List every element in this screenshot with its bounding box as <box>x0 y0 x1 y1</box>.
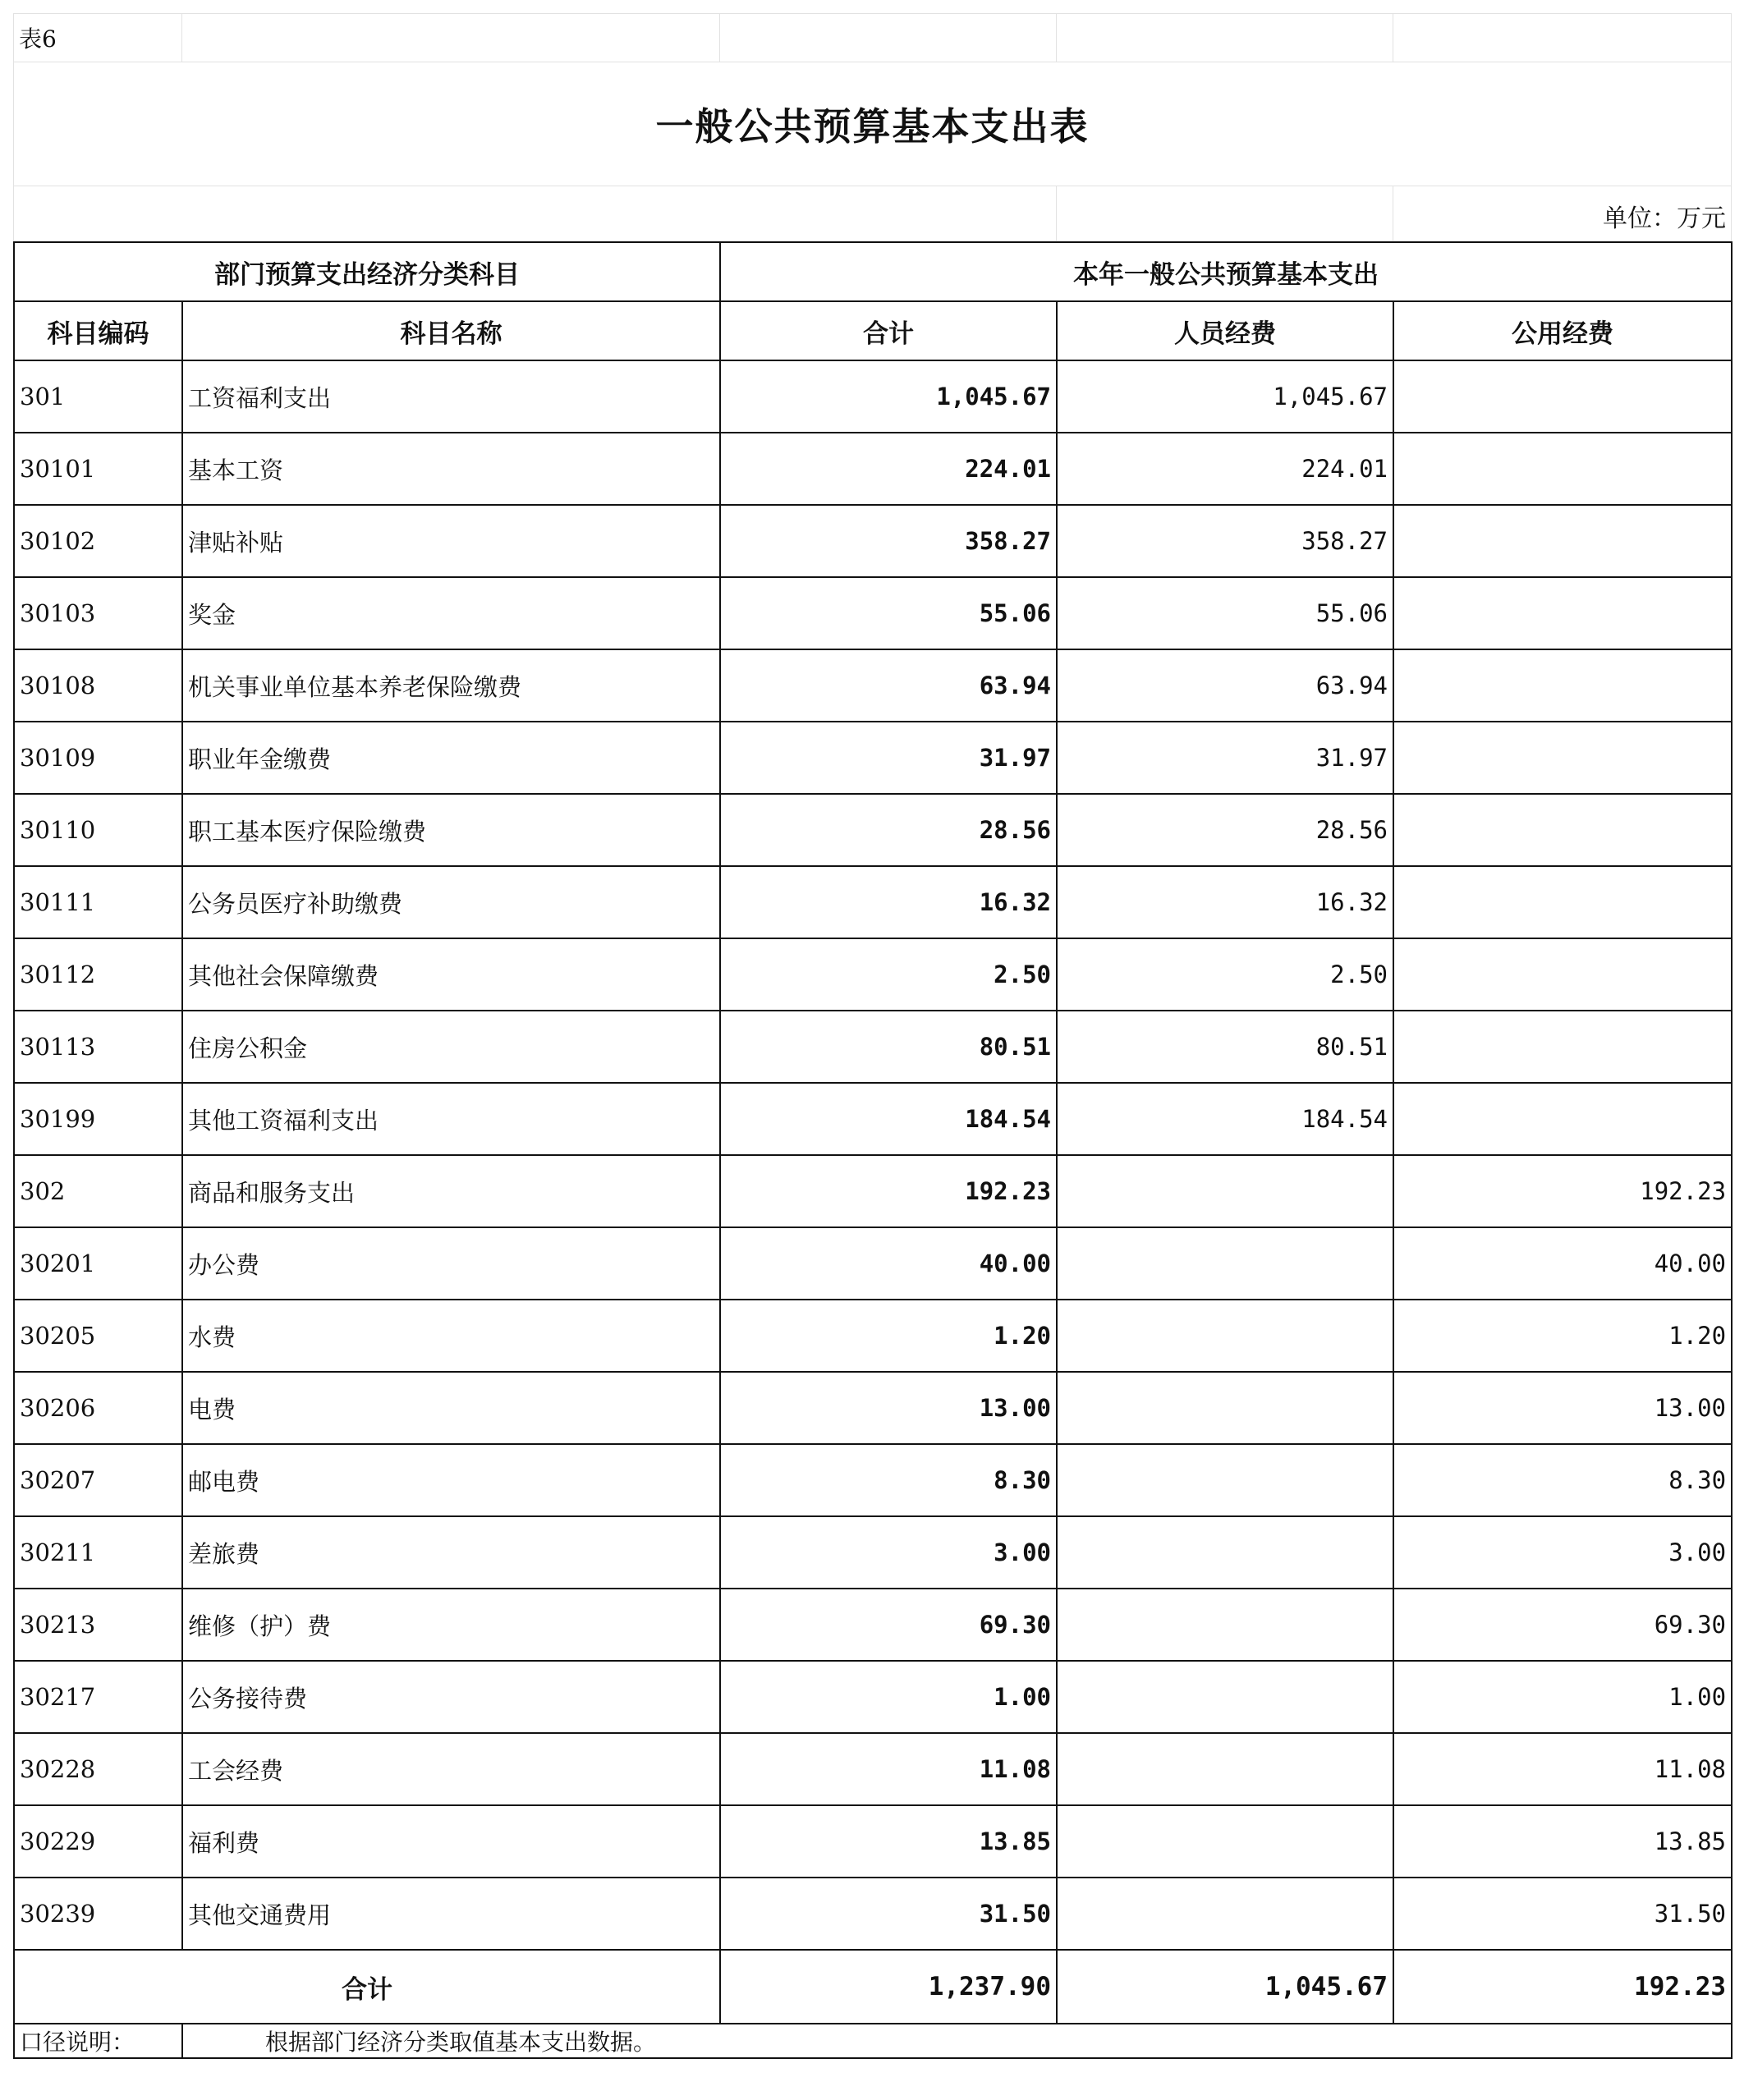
row-personnel <box>1057 1155 1393 1227</box>
row-personnel: 16.32 <box>1057 866 1393 938</box>
row-personnel <box>1057 1589 1393 1661</box>
row-personnel: 358.27 <box>1057 505 1393 577</box>
row-personnel: 184.54 <box>1057 1083 1393 1155</box>
row-public: 1.20 <box>1393 1300 1732 1372</box>
row-code: 30239 <box>14 1878 182 1950</box>
row-personnel: 63.94 <box>1057 649 1393 722</box>
table-row <box>14 505 1732 577</box>
table-row <box>14 360 1732 433</box>
row-public: 8.30 <box>1393 1444 1732 1516</box>
row-total: 69.30 <box>720 1589 1057 1661</box>
row-name: 工资福利支出 <box>182 360 720 433</box>
row-name: 其他交通费用 <box>182 1878 720 1950</box>
row-public <box>1393 505 1732 577</box>
spreadsheet <box>13 13 1731 2059</box>
row-total: 13.00 <box>720 1372 1057 1444</box>
row-public: 69.30 <box>1393 1589 1732 1661</box>
row-code: 30109 <box>14 722 182 794</box>
row-public <box>1393 577 1732 649</box>
row-personnel <box>1057 1878 1393 1950</box>
row-total: 1,045.67 <box>720 360 1057 433</box>
row-personnel <box>1057 1444 1393 1516</box>
row-public: 40.00 <box>1393 1227 1732 1300</box>
table-row <box>14 1516 1732 1589</box>
row-total: 1.00 <box>720 1661 1057 1733</box>
row-name: 商品和服务支出 <box>182 1155 720 1227</box>
row-name: 其他工资福利支出 <box>182 1083 720 1155</box>
sheet-label: 表6 <box>14 14 182 62</box>
row-name: 维修（护）费 <box>182 1589 720 1661</box>
row-total: 55.06 <box>720 577 1057 649</box>
table-row <box>14 794 1732 866</box>
row-code: 30228 <box>14 1733 182 1805</box>
table-row <box>14 1011 1732 1083</box>
row-name: 职工基本医疗保险缴费 <box>182 794 720 866</box>
group-header-left: 部门预算支出经济分类科目 <box>14 242 720 301</box>
row-name: 其他社会保障缴费 <box>182 938 720 1011</box>
row-personnel: 80.51 <box>1057 1011 1393 1083</box>
row-personnel <box>1057 1300 1393 1372</box>
row-code: 30207 <box>14 1444 182 1516</box>
row-public <box>1393 1083 1732 1155</box>
row-public <box>1393 794 1732 866</box>
table-row <box>14 1155 1732 1227</box>
row-code: 30205 <box>14 1300 182 1372</box>
table-row <box>14 1805 1732 1878</box>
row-code: 301 <box>14 360 182 433</box>
row-public <box>1393 649 1732 722</box>
row-total: 8.30 <box>720 1444 1057 1516</box>
table-row <box>14 433 1732 505</box>
row-total: 40.00 <box>720 1227 1057 1300</box>
budget-table <box>13 241 1733 2024</box>
row-total: 31.50 <box>720 1878 1057 1950</box>
row-public: 11.08 <box>1393 1733 1732 1805</box>
table-row <box>14 1300 1732 1372</box>
row-personnel: 55.06 <box>1057 577 1393 649</box>
row-personnel: 31.97 <box>1057 722 1393 794</box>
row-code: 30199 <box>14 1083 182 1155</box>
totals-row <box>14 1950 1732 2024</box>
row-total: 358.27 <box>720 505 1057 577</box>
row-total: 28.56 <box>720 794 1057 866</box>
table-row <box>14 1227 1732 1300</box>
row-code: 30211 <box>14 1516 182 1589</box>
row-code: 30108 <box>14 649 182 722</box>
row-total: 192.23 <box>720 1155 1057 1227</box>
col-header-public: 公用经费 <box>1393 301 1732 360</box>
row-code: 30213 <box>14 1589 182 1661</box>
row-total: 63.94 <box>720 649 1057 722</box>
row-total: 3.00 <box>720 1516 1057 1589</box>
row-personnel <box>1057 1372 1393 1444</box>
row-name: 福利费 <box>182 1805 720 1878</box>
row-total: 1.20 <box>720 1300 1057 1372</box>
row-public: 192.23 <box>1393 1155 1732 1227</box>
row-name: 水费 <box>182 1300 720 1372</box>
row-name: 办公费 <box>182 1227 720 1300</box>
page-title: 一般公共预算基本支出表 <box>14 62 1732 186</box>
table-row <box>14 1733 1732 1805</box>
row-name: 公务接待费 <box>182 1661 720 1733</box>
row-total: 2.50 <box>720 938 1057 1011</box>
table-row <box>14 722 1732 794</box>
row-name: 工会经费 <box>182 1733 720 1805</box>
row-public <box>1393 938 1732 1011</box>
row-name: 邮电费 <box>182 1444 720 1516</box>
row-code: 30101 <box>14 433 182 505</box>
row-public <box>1393 360 1732 433</box>
row-total: 16.32 <box>720 866 1057 938</box>
row-personnel: 224.01 <box>1057 433 1393 505</box>
row-code: 302 <box>14 1155 182 1227</box>
row-code: 30110 <box>14 794 182 866</box>
row-code: 30201 <box>14 1227 182 1300</box>
row-public: 3.00 <box>1393 1516 1732 1589</box>
row-name: 津贴补贴 <box>182 505 720 577</box>
table-row <box>14 1372 1732 1444</box>
row-code: 30103 <box>14 577 182 649</box>
note-label: 口径说明： <box>14 2024 182 2058</box>
table-row <box>14 1589 1732 1661</box>
row-personnel: 28.56 <box>1057 794 1393 866</box>
row-public: 31.50 <box>1393 1878 1732 1950</box>
totals-label: 合计 <box>14 1950 720 2024</box>
row-code: 30102 <box>14 505 182 577</box>
row-code: 30113 <box>14 1011 182 1083</box>
row-personnel <box>1057 1661 1393 1733</box>
row-total: 80.51 <box>720 1011 1057 1083</box>
table-row <box>14 1444 1732 1516</box>
table-row <box>14 1661 1732 1733</box>
row-personnel <box>1057 1733 1393 1805</box>
table-row <box>14 1083 1732 1155</box>
table-body <box>14 360 1732 1950</box>
row-public: 13.85 <box>1393 1805 1732 1878</box>
row-name: 奖金 <box>182 577 720 649</box>
row-public <box>1393 866 1732 938</box>
col-header-total: 合计 <box>720 301 1057 360</box>
row-code: 30217 <box>14 1661 182 1733</box>
totals-total: 1,237.90 <box>720 1950 1057 2024</box>
row-public: 1.00 <box>1393 1661 1732 1733</box>
row-personnel: 2.50 <box>1057 938 1393 1011</box>
row-total: 224.01 <box>720 433 1057 505</box>
row-public <box>1393 1011 1732 1083</box>
note-table <box>13 2024 1733 2059</box>
row-name: 电费 <box>182 1372 720 1444</box>
table-row <box>14 577 1732 649</box>
totals-personnel: 1,045.67 <box>1057 1950 1393 2024</box>
row-code: 30111 <box>14 866 182 938</box>
row-personnel <box>1057 1227 1393 1300</box>
sheet-header-grid <box>13 13 1732 241</box>
row-name: 公务员医疗补助缴费 <box>182 866 720 938</box>
row-public <box>1393 722 1732 794</box>
table-row <box>14 938 1732 1011</box>
unit-label: 单位：万元 <box>1393 186 1732 241</box>
table-row <box>14 649 1732 722</box>
col-header-code: 科目编码 <box>14 301 182 360</box>
table-row <box>14 866 1732 938</box>
col-header-personnel: 人员经费 <box>1057 301 1393 360</box>
table-row <box>14 1878 1732 1950</box>
row-code: 30229 <box>14 1805 182 1878</box>
row-name: 住房公积金 <box>182 1011 720 1083</box>
group-header-right: 本年一般公共预算基本支出 <box>720 242 1732 301</box>
row-name: 基本工资 <box>182 433 720 505</box>
row-code: 30206 <box>14 1372 182 1444</box>
row-public <box>1393 433 1732 505</box>
row-name: 机关事业单位基本养老保险缴费 <box>182 649 720 722</box>
row-total: 31.97 <box>720 722 1057 794</box>
row-personnel <box>1057 1516 1393 1589</box>
note-text: 根据部门经济分类取值基本支出数据。 <box>182 2024 1732 2058</box>
row-name: 职业年金缴费 <box>182 722 720 794</box>
row-name: 差旅费 <box>182 1516 720 1589</box>
row-total: 184.54 <box>720 1083 1057 1155</box>
row-public: 13.00 <box>1393 1372 1732 1444</box>
row-personnel <box>1057 1805 1393 1878</box>
totals-public: 192.23 <box>1393 1950 1732 2024</box>
row-personnel: 1,045.67 <box>1057 360 1393 433</box>
row-code: 30112 <box>14 938 182 1011</box>
col-header-name: 科目名称 <box>182 301 720 360</box>
row-total: 13.85 <box>720 1805 1057 1878</box>
row-total: 11.08 <box>720 1733 1057 1805</box>
